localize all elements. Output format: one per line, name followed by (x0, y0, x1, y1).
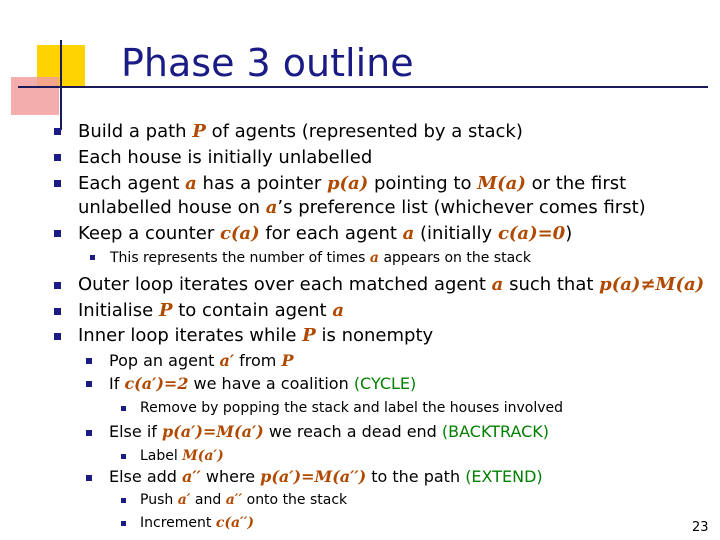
bullet-inner-loop: Inner loop iterates while P is nonempty (78, 325, 434, 346)
subbullet-backtrack: Else if p(a′)=M(a′) we reach a dead end (BACKTRACK) (109, 422, 550, 441)
subbullet-extend: Else add a′′ where p(a′)=M(a′′) to the path (EXTEND) (109, 467, 543, 486)
bullet-pointer: Each agent a has a pointer p(a) pointing to M(a) or the first (78, 173, 627, 194)
bullet-marker (86, 430, 92, 436)
bullet-houses-unlabelled: Each house is initially unlabelled (78, 147, 373, 168)
subsubbullet-remove: Remove by popping the stack and label the houses involved (140, 400, 564, 416)
bullet-marker (121, 406, 126, 411)
bullet-marker (54, 180, 61, 187)
bullet-initialise: Initialise P to contain agent a (78, 300, 344, 321)
decor-red-square (11, 77, 59, 115)
subbullet-pop: Pop an agent a′ from P (109, 351, 294, 370)
subbullet-counter-meaning: This represents the number of times a appears on the stack (110, 250, 531, 266)
bullet-marker (86, 475, 92, 481)
bullet-marker (54, 282, 61, 289)
bullet-marker (54, 333, 61, 340)
decor-horizontal-line (18, 86, 708, 88)
page-title: Phase 3 outline (121, 41, 414, 85)
bullet-marker (121, 454, 126, 459)
bullet-pointer-continued: unlabelled house on a’s preference list (whichever comes first) (78, 197, 646, 218)
subsubbullet-push: Push a′ and a′′ onto the stack (140, 492, 348, 508)
bullet-marker (90, 255, 95, 260)
bullet-marker (86, 381, 92, 387)
bullet-marker (54, 308, 61, 315)
decor-vertical-line (60, 40, 62, 130)
bullet-build-path: Build a path P of agents (represented by a stack) (78, 121, 523, 142)
bullet-marker (86, 358, 92, 364)
bullet-counter: Keep a counter c(a) for each agent a (initially c(a)=0) (78, 223, 573, 244)
page-number: 23 (692, 520, 709, 535)
subbullet-cycle: If c(a′)=2 we have a coalition (CYCLE) (109, 374, 417, 393)
subsubbullet-increment: Increment c(a′′) (140, 515, 255, 531)
bullet-marker (54, 230, 61, 237)
bullet-marker (121, 521, 126, 526)
bullet-marker (54, 128, 61, 135)
bullet-marker (121, 498, 126, 503)
bullet-outer-loop: Outer loop iterates over each matched agent a such that p(a)≠M(a) (78, 274, 705, 295)
subsubbullet-label: Label M(a′) (140, 448, 224, 464)
bullet-marker (54, 154, 61, 161)
